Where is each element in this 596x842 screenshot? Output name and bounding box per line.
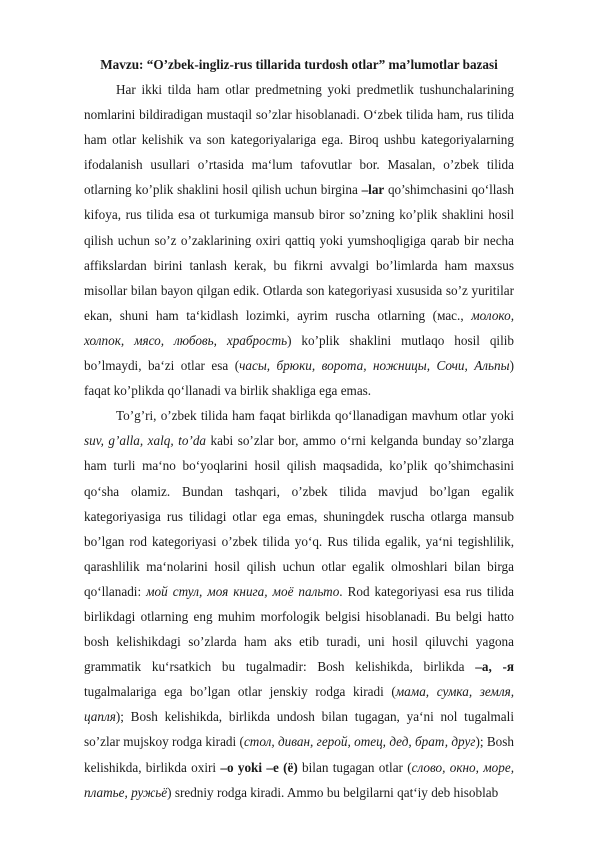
p2-text-8: ) sredniy rodga kiradi. Ammo bu belgilarni qat‘iy deb hisoblab [167,784,499,800]
p2-text-5: ); Bosh kelishikda, birlikda undosh bilan tugagan, ya‘ni nol tugalmali so’zlar mujskoy rodga kiradi ( [84,709,514,750]
p2-text-6: ); Bosh kelishikda, birlikda oxiri [84,734,514,775]
p2-example-4: стол, диван, герой, отец, дед, брат, друг [243,734,476,750]
p2-text-7: bilan tugagan otlar ( [297,759,412,775]
p1-text-3: ) ko’plik shaklini mutlaqo hosil qilib bo’lmaydi, ba‘zi otlar esa ( [84,332,514,374]
paragraph-2 [84,403,514,805]
p2-example-2: мой стул, моя книга, моё пальто [146,583,340,599]
p1-text-1: Har ikki tilda ham otlar predmetning yoki predmetlik tushunchalarining nomlarini bildiradigan mustaqil so’zlar hisoblanadi. O‘zbek tilida ham, rus tilida ham otlar kelishik va son kategoriyalariga ega. Biroq ushbu kategoriyalarning ifodalanish usullari o’rtasida ma‘lum tafovutlar bor. Masalan, o’zbek tilida otlarning ko’plik shaklini hosil qilish uchun birgina [84,82,514,198]
p1-example-1: молоко, холпок, мясо, любовь, храбрость [84,307,514,348]
p2-text-1: To’g’ri, o’zbek tilida ham faqat birlikda qo‘llanadigan mavhum otlar yoki [116,408,514,424]
p2-bold-endings-a: –а, -я [475,659,514,675]
p2-text-3: . Rod kategoriyasi esa rus tilida birlikdagi otlarning eng muhim morfologik belgisi hisoblanadi. Bu belgi hatto bosh kelishikdagi so’zlarda ham aks etib turadi, uni hosil qiluvchi yagona grammatik ku‘rsatkich bu tugalmadir: Bosh kelishikda, birlikda [84,583,515,675]
p1-bold-suffix: –lar [361,182,385,198]
p2-bold-endings-o: –о yoki –е (ё) [220,759,298,775]
p2-example-3: мама, сумка, земля, цапля [84,684,514,725]
paragraph-1 [84,77,514,403]
document-title: Mavzu: “O’zbek-ingliz-rus tillarida turdosh otlar” ma’lumotlar bazasi [100,57,498,72]
p2-text-4: tugalmalariga ega bo’lgan otlar jenskiy rodga kiradi ( [84,684,396,700]
p1-text-4: ) faqat ko’plikda qo‘llanadi va birlik shakliga ega emas. [84,358,514,399]
p2-example-5: слово, окно, море, платье, ружьё [84,759,515,800]
p2-text-2: kabi so’zlar bor, ammo o‘rni kelganda bunday so’zlarga ham turli ma‘no bo‘yoqlarini hosil qilish maqsadida, ko’plik qo’shimchasini qo‘sha olamiz. Bundan tashqari, o’zbek tilida mavjud bo’lgan egalik kategoriyasiga rus tilidagi otlar ega emas, shuningdek ruscha otlarga mansub bo’lgan rod kategoriyasi o’zbek tilida yo‘q. Rus tilida egalik, ya‘ni tegishlilik, qarashlilik ma‘nolarini hosil qilish uchun otlar egalik olmoshlari bilan birga qo‘llanadi: [84,433,514,599]
p2-example-1: suv, g’alla, xalq, to’da [84,433,207,449]
p1-text-2: qo’shimchasini qo‘llash kifoya, rus tilida esa ot turkumiga mansub biror so’zning ko’plik shaklini hosil qilish uchun so’z o’zaklarining oxiri qattiq yoki yumshoqligiga qarab bir necha affikslardan birini tanlash kerak, bu fikrni avvalgi bo’limlarda ham maxsus misollar bilan bayon qilgan edik. Otlarda son kategoriyasi xususida so’z yuritilar ekan, shuni ham ta‘kidlash lozimki, ayrim ruscha otlarning (мас., [84,182,514,323]
document-page [84,52,514,805]
p1-example-2: часы, брюки, ворота, ножницы, Сочи, Альпы [239,358,510,374]
